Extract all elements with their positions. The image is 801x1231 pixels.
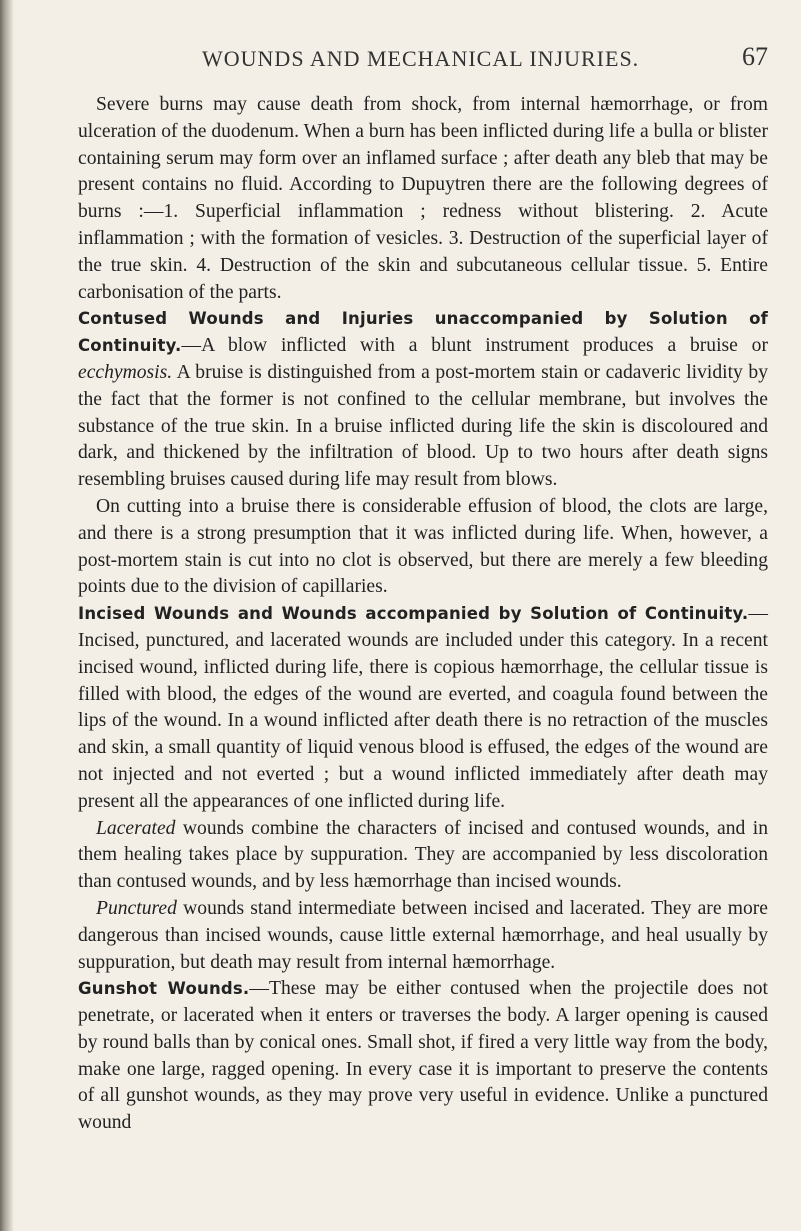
italic-term: Lacerated [96,817,176,839]
paragraph-text: wounds combine the characters of incised and contused wounds, and in them healing takes place by suppuration. They are accompanied by less discoloration than contused wounds, and by less hæmorrhage than incised wounds. [78,817,768,893]
paragraph-text: —Incised, punctured, and lacerated wounds are included under this category. In a recent incised wound, inflicted during life, there is copious hæmorrhage, the cellular tissue is filled with blood, the edges of the wound are everted, and coagula found between the lips of the wound. In a wound inflicted after death there is no retraction of the muscles and skin, a small quantity of liquid venous blood is effused, the edges of the wound are not injected and not everted ; but a wound inflicted immediately after death may present all the appearances of one inflicted during life. [78,603,768,812]
book-binding-edge [0,0,14,1231]
page-header [78,42,768,82]
section-heading-incised-wounds: Incised Wounds and Wounds accompanied by Solution of Continuity. [78,604,749,624]
page-body [78,92,768,1137]
paragraph-burns: Severe burns may cause death from shock, from internal hæmorrhage, or from ulceration of the duodenum. When a burn has been inflicted during life a bulla or blister containing serum may form over an inflamed surface ; after death any bleb that may be present contains no fluid. According to Dupuytren there are the following degrees of burns :—1. Superficial inflammation ; redness without blistering. 2. Acute inflammation ; with the formation of vesicles. 3. Destruction of the superficial layer of the true skin. 4. Destruction of the skin and subcutaneous cellular tissue. 5. Entire carbonisation of the parts. [78,94,768,303]
paragraph-contused-wounds [78,306,768,494]
paragraph-text: —A blow inflicted with a blunt instrument produces a bruise or [181,335,768,357]
paragraph-text: —These may be either contused when the projectile does not penetrate, or lacerated when it enters or traverses the body. A larger opening is caused by round balls than by conical ones. Small shot, if fired a very little way from the body, make one large, ragged opening. In every case it is important to preserve the contents of all gunshot wounds, as they may prove very useful in evidence. Unlike a punctured wound [78,978,768,1134]
italic-term: ecchymosis. [78,361,173,383]
section-heading-gunshot-wounds: Gunshot Wounds. [78,979,250,999]
running-head: WOUNDS AND MECHANICAL INJURIES. [202,46,640,71]
page-number: 67 [742,42,768,71]
paragraph-lacerated-wounds [78,816,768,896]
paragraph-text: wounds stand intermediate between incised and lacerated. They are more dangerous than incised wounds, cause little external hæmorrhage, and heal usually by suppuration, but death may result from internal hæmorrhage. [78,897,768,973]
paragraph-cutting-bruise: On cutting into a bruise there is considerable effusion of blood, the clots are large, and there is a strong presumption that it was inflicted during life. When, however, a post-mortem stain is cut into no clot is observed, but there are merely a few bleeding points due to the division of capillaries. [78,495,768,598]
paragraph-gunshot-wounds [78,976,768,1137]
section-heading-contused-wounds: Contused Wounds and Injuries unaccompanied by Solution of Continuity. [78,309,768,356]
paragraph-incised-wounds [78,601,768,815]
paragraph-text: A bruise is distinguished from a post-mortem stain or cadaveric lividity by the fact that the former is not confined to the cellular membrane, but involves the substance of the true skin. In a bruise inflicted during life the skin is discoloured and dark, and thickened by the infiltration of blood. Up to two hours after death signs resembling bruises caused during life may result from blows. [78,361,768,491]
book-page [78,42,768,1137]
paragraph-punctured-wounds [78,896,768,976]
italic-term: Punctured [96,897,177,919]
